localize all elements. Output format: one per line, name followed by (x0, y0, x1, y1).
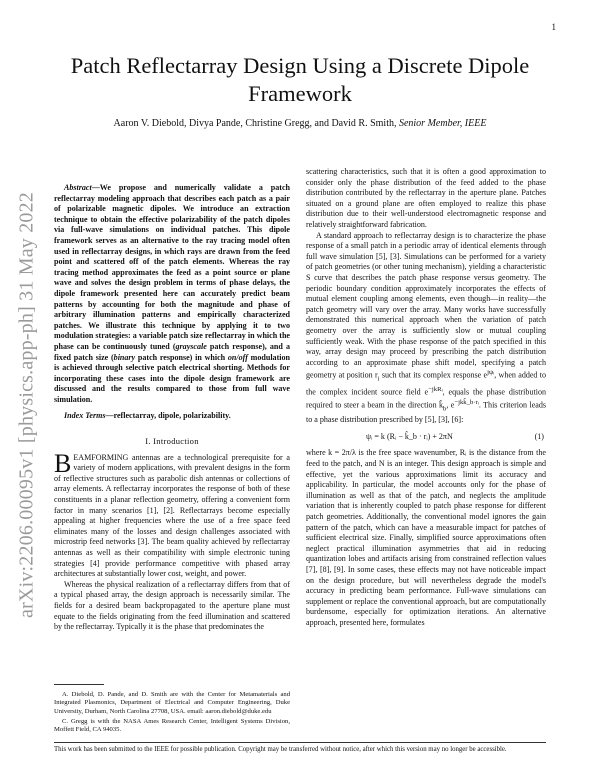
intro-p1-text: EAMFORMING antennas are a technological prerequisite for a variety of modern applications, with prevalent designs in the form of reflective structures such as parabolic dish antennas or collections of array elements. A reflectarray incorporates the response of both of these constituents in a planar reflection geometry, offering a convenient form factor in many scenarios [1], [2]. Reflectarrays become especially appealing at higher frequencies where the use of a free space feed eliminates many of the losses and design challenges associated with microstrip feed networks [3]. The beam quality achieved by reflectarray antennas as well as their compatibility with simple electronic tuning strategies [4] provide performance competitive with phased array architectures at substantially lower cost, weight, and power. (54, 452, 290, 579)
footnote-rule (54, 684, 104, 685)
section-heading: I. Introduction (145, 436, 199, 447)
abstract-text-2: patch response), and a fixed patch size ( (54, 341, 290, 362)
index-terms (54, 411, 290, 422)
left-column (54, 183, 290, 633)
index-label: Index Terms (64, 411, 106, 421)
right-paragraph-3: where k = 2π/λ is the free space wavenumber, Rᵢ is the distance from the feed to the patch, and N is an integer. This design approach is simple and effective, yet the various approximations limit its accuracy and applicability. In particular, the model accounts only for the phase of illumination as well as that of the patch, and neglects the amplitude variation that is inherently coupled to patch phase response for different patch geometries. Additionally, the conventional model ignores the gain pattern of the patch, which can have a measurable impact for patches of sufficient electrical size. Finally, simplified source approximations often neglect practical illumination asymmetries that aid in reducing quantization lobes and artifacts arising from constrained reflection values [7], [8], [9]. In some cases, these effects may not have noticeable impact on the design procedure, but will nevertheless degrade the model's accuracy in predicting beam performance. Full-wave simulations can supplement or replace the conventional approach, but are computationally burdensome, especially for optimization iterations. An alternative approach, presented here, formulates (306, 448, 546, 627)
copyright-note: This work has been submitted to the IEEE for possible publication. Copyright may be transferred without notice, after which this version may no longer be accessible. (54, 742, 546, 754)
right-column (306, 167, 546, 629)
footnotes (54, 684, 290, 736)
rp2-e: , e (446, 401, 455, 411)
abstract-em-onoff: on/off (227, 352, 248, 362)
author-names: Aaron V. Diebold, Divya Pande, Christine Gregg, and David R. Smith, (113, 118, 397, 129)
intro-paragraph-2: Whereas the physical realization of a reflectarray differs from that of a typical phased array, the design approach is necessarily similar. The fields for a desired beam backpropagated to the aperture plane must equate to the fields originating from the feed illumination and scattered by the reflectarray. Typically it is the phase that predominates the (54, 579, 290, 632)
arxiv-id: arXiv:2206.00095v1 [physics.app-ph] 31 May 2022 (15, 191, 38, 619)
equation-number: (1) (534, 431, 544, 441)
rp2-b: such that its complex response e (379, 370, 488, 380)
index-text: —reflectarray, dipole, polarizability. (105, 411, 231, 421)
abstract-em-binary: binary (113, 352, 136, 362)
arxiv-watermark (10, 175, 44, 635)
footnote-1: A. Diebold, D. Pande, and D. Smith are with the Center for Metamaterials and Integrated Plasmonics, Department of Electrical and Computer Engineering, Duke University, Durham, North Carolina 27708, USA. email: aaron.diebold@duke.edu (54, 691, 290, 715)
author-line (40, 118, 560, 129)
right-paragraph-1: scattering characteristics, such that it is often a good approximation to consider only the phase distribution of the feed added to the phase distribution contributed by the reflectarray in the aperture plane. Patches situated on a ground plane are often employed to realize this phase distribution due to their well-understood electromagnetic response and relatively straightforward fabrication. (306, 167, 546, 229)
page-number: 1 (551, 22, 556, 32)
abstract-text-3: patch response) in which (135, 352, 228, 362)
drop-cap: B (54, 448, 72, 478)
abstract (54, 183, 290, 405)
right-paragraph-2: A standard approach to reflectarray design is to characterize the phase response of a small patch in a periodic array of identical elements through full wave simulation [5], [3]. Simulations can be performed for a variety of patch geometries (or other tuning mechanism), yielding a characteristic S curve that describes the patch phase response versus geometry. The periodic boundary condition approximately incorporates the effects of mutual element coupling among elements, even though—in reality—the patch geometry will vary over the array. Many works have successfully demonstrated this numerical approach when the variation of patch geometry over the array is sufficiently slow or mutual coupling sufficiently weak. With the phase response of the patch specified in this way, array design may proceed by prescribing the patch distribution according to an approximate phase shift model, specifying a patch geometry at position $r_i$ such that its complex response $e^{j\psi ᵢ}$, when added to the complex incident source field $e^{-jkRᵢ}$, equals the phase distribution required to steer a beam in the direction $k̂_b$, $e^{-jkk̂\_b\cdot rᵢ}$. This criterion leads to a phase distribution prescribed by [5], [3], [6]: (306, 230, 547, 425)
abstract-label: Abstract (64, 183, 92, 192)
abstract-em-grayscale: grayscale (175, 341, 207, 351)
equation-1 (306, 432, 546, 443)
rp2-c: , when added to the complex incident source field e (306, 370, 547, 397)
rp2-d: , equals the phase distribution required to steer a beam in the direction k̂ (306, 387, 546, 411)
rp2-a: A standard approach to reflectarray design is to characterize the phase response of a small patch in a periodic array of identical elements through full wave simulation [5], [3]. Simulations can be performed for a variety of patch geometries (or other tuning mechanism), yielding a characteristic S curve that describes the patch phase response versus geometry. The periodic boundary condition approximately incorporates the effects of mutual element coupling among elements, even though—in reality—the patch geometry will vary over the array. Many works have successfully demonstrated this numerical approach when the variation of patch geometry over the array is sufficiently slow or mutual coupling sufficiently weak. With the phase response of the patch specified in this way, array design may proceed by prescribing the patch distribution according to an approximate phase shift model, specifying a patch geometry at position r (306, 230, 546, 380)
paper-title: Patch Reflectarray Design Using a Discrete Dipole Framework (70, 53, 530, 106)
author-suffix: Senior Member, IEEE (398, 118, 487, 129)
footnote-2: C. Gregg is with the NASA Ames Research Center, Intelligent Systems Division, Moffett Field, CA 94035. (54, 717, 290, 734)
equation-body: ψᵢ = k (Rᵢ − k̂_b · rᵢ) + 2πN (366, 431, 453, 441)
abstract-text-1: —We propose and numerically validate a patch reflectarray modeling approach that describes each patch as a pair of polarizable magnetic dipoles. We introduce an extraction technique to obtain the effective polarizability of the patch dipoles via full-wave simulations on individual patches. This dipole framework serves as an alternative to the ray tracing model often used in reflectarray designs, in which rays are drawn from the feed point and scattered off of the patch elements. Whereas the ray tracing method approximates the feed as a point source or plane wave and solves the design problem in terms of phase delays, the dipole framework presented here can accurately predict beam patterns by accounting for both the magnitude and phase of arbitrary illumination patterns and empirically characterized patches. We illustrate this technique by applying it to two modulation strategies: a variable patch size reflectarray in which the phase can be continuously tuned ( (54, 183, 290, 351)
intro-paragraph-1 (54, 448, 290, 580)
rp2-f: . This criterion leads to a phase distribution prescribed by [5], [3], [6]: (306, 401, 546, 425)
abstract-text-4: modulation is achieved through selective patch electrical shorting. Methods for incorporating these cases into the dipole design framework are discussed and the results compared to those from full wave simulation. (54, 352, 290, 404)
